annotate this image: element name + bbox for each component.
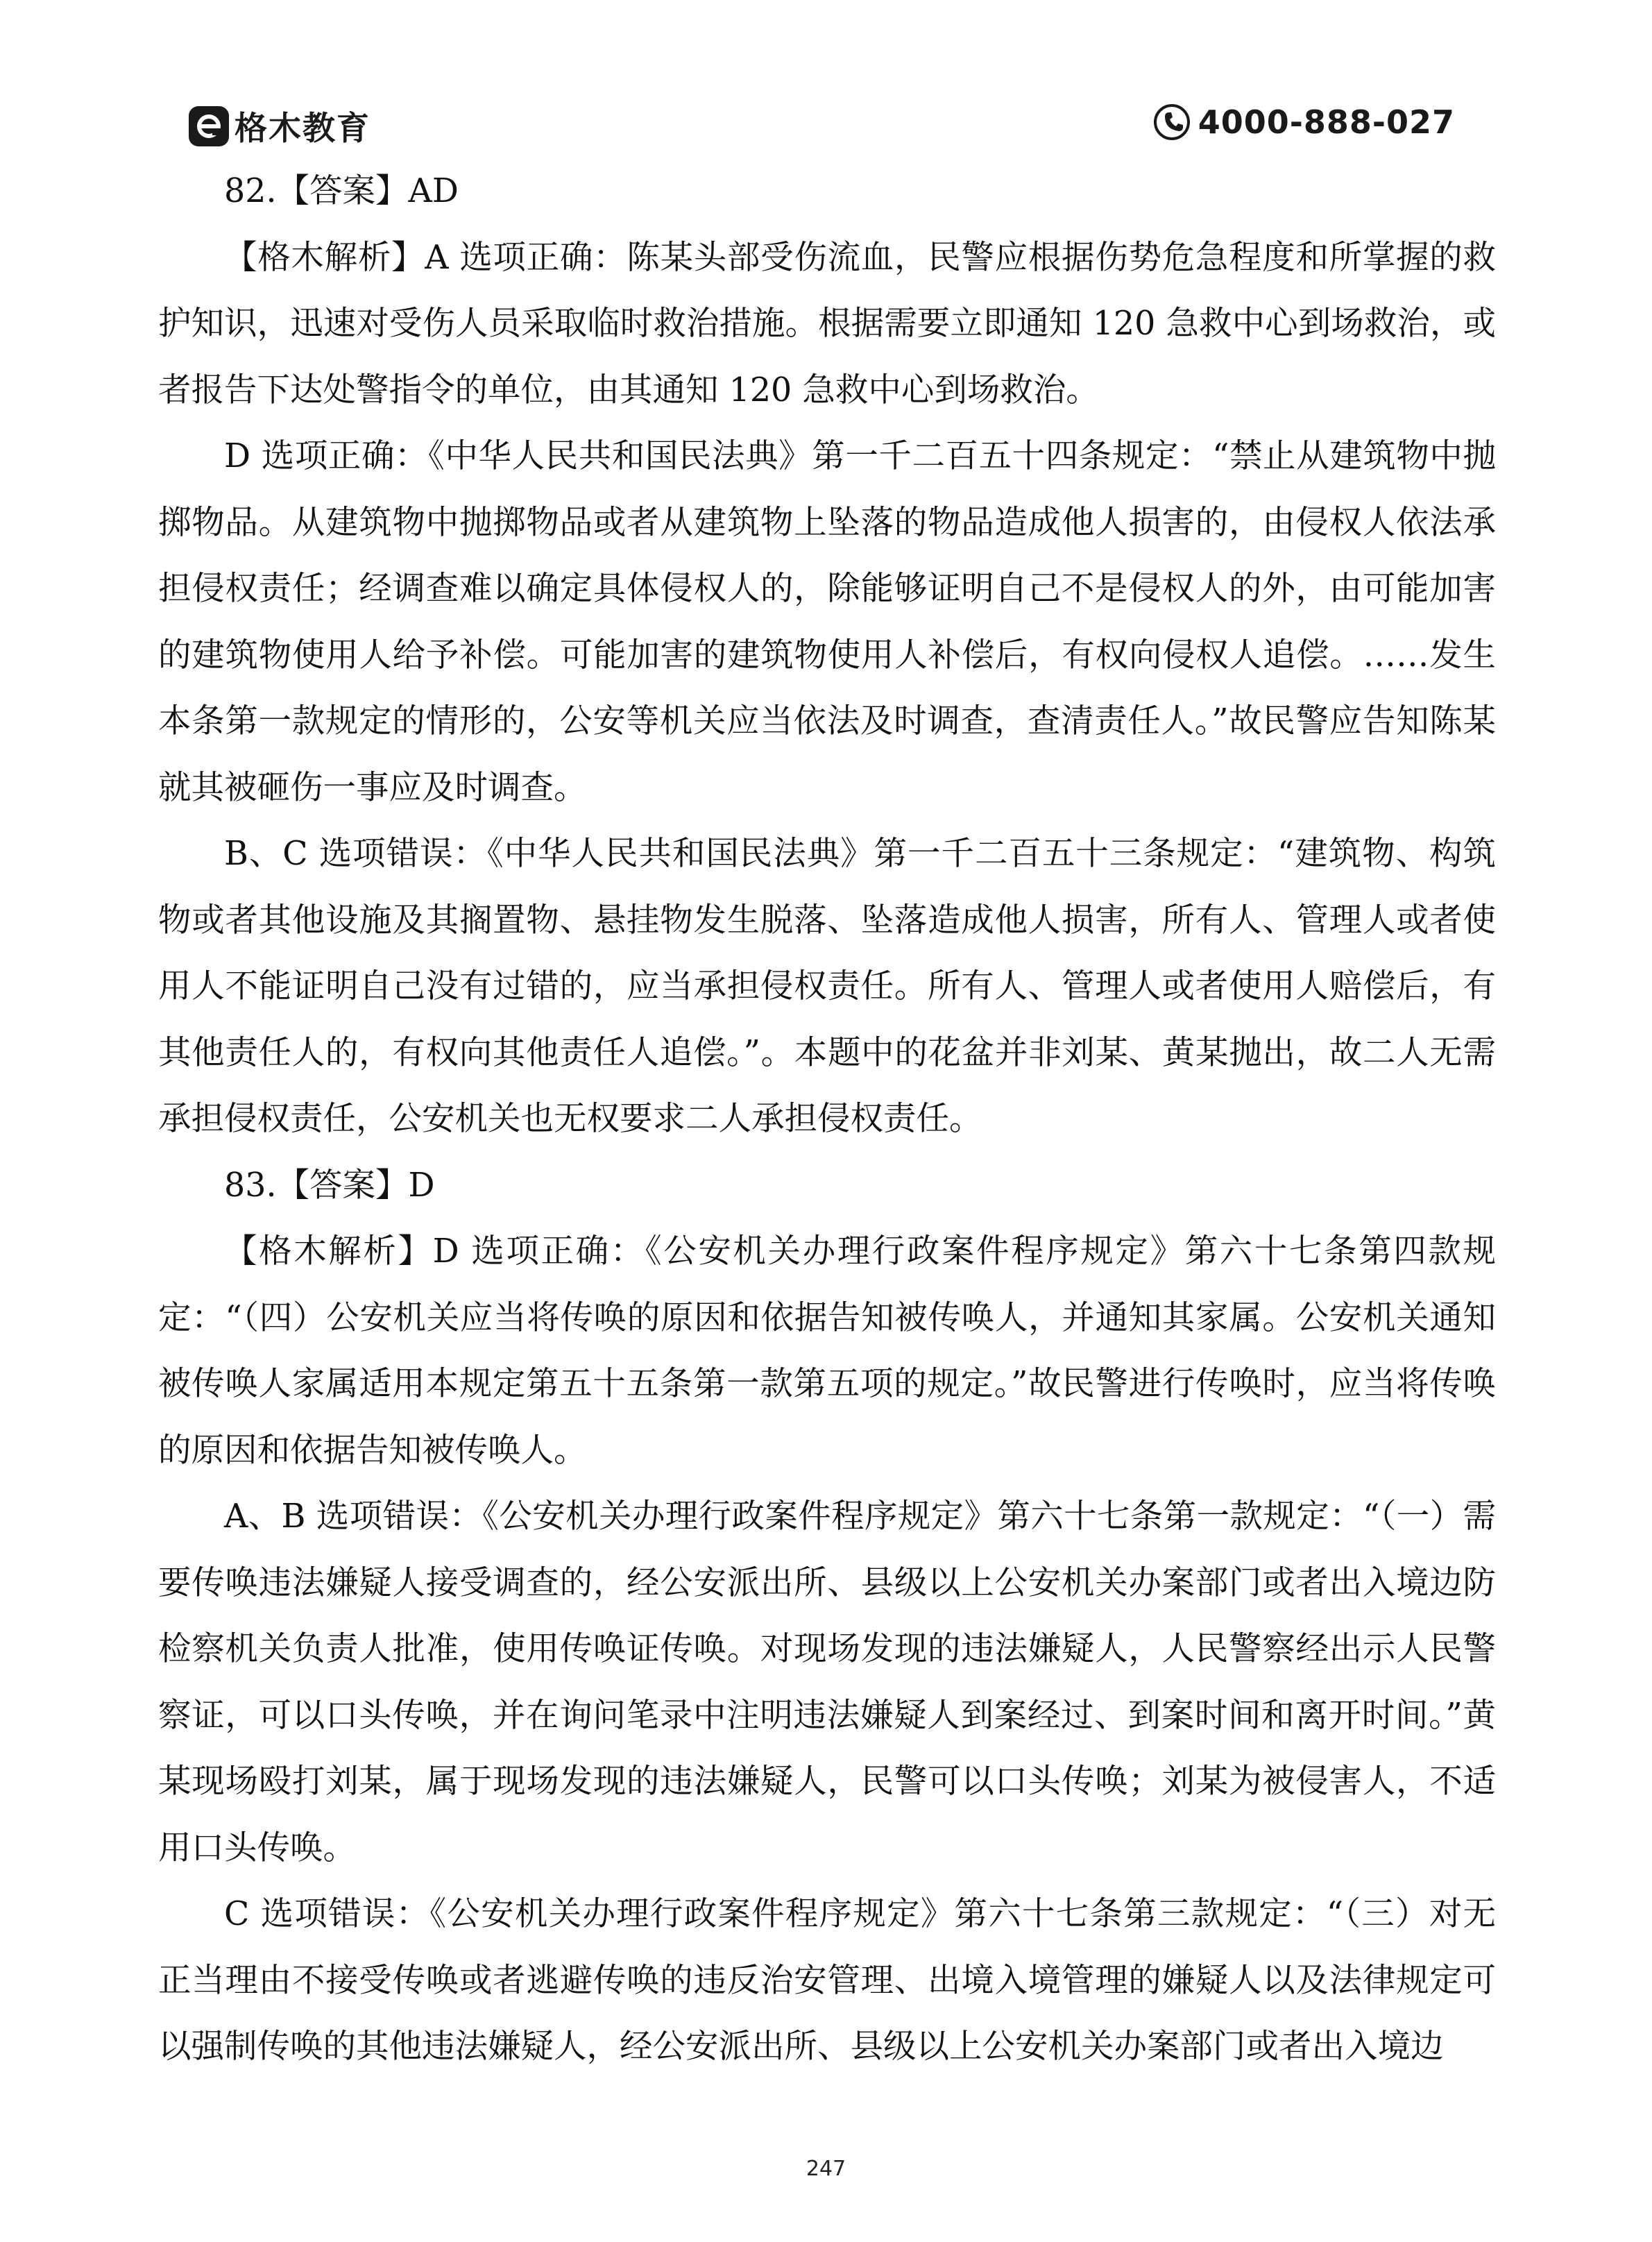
- analysis-83-c: C 选项错误：《公安机关办理行政案件程序规定》第六十七条第三款规定：“（三）对无正当理由不接受传唤或者逃避传唤的违反治安管理、出境入境管理的嫌疑人以及法律规定可以强制传唤的其他违法嫌疑人，经公安派出所、县级以上公安机关办案部门或者出入境边: [158, 1895, 1496, 2066]
- phone-headset-icon: [1152, 103, 1191, 142]
- answer-83: 83.【答案】D: [224, 1166, 435, 1205]
- brand-name: 格木教育: [235, 110, 371, 148]
- document-body: [158, 158, 1496, 2080]
- analysis-82-a: 【格木解析】A 选项正确：陈某头部受伤流血，民警应根据伤势危急程度和所掌握的救护知识，迅速对受伤人员采取临时救治措施。根据需要立即通知 120 急救中心到场救治，或者报告下达处警指令的单位，由其通知 120 急救中心到场救治。: [158, 238, 1496, 409]
- analysis-83-d: 【格木解析】D 选项正确：《公安机关办理行政案件程序规定》第六十七条第四款规定：“（四）公安机关应当将传唤的原因和依据告知被传唤人，并通知其家属。公安机关通知被传唤人家属适用本规定第五十五条第一款第五项的规定。”故民警进行传唤时，应当将传唤的原因和依据告知被传唤人。: [158, 1232, 1496, 1470]
- analysis-82-d: D 选项正确：《中华人民共和国民法典》第一千二百五十四条规定：“禁止从建筑物中抛掷物品。从建筑物中抛掷物品或者从建筑物上坠落的物品造成他人损害的，由侵权人依法承担侵权责任；经调查难以确定具体侵权人的，除能够证明自己不是侵权人的外，由可能加害的建筑物使用人给予补偿。可能加害的建筑物使用人补偿后，有权向侵权人追偿。……发生本条第一款规定的情形的，公安等机关应当依法及时调查，查清责任人。”故民警应告知陈某就其被砸伤一事应及时调查。: [158, 437, 1496, 807]
- page-number: 247: [806, 2157, 846, 2181]
- hotline-number: 4000-888-027: [1198, 103, 1455, 141]
- answer-82: 82.【答案】AD: [224, 172, 459, 210]
- e-logo-icon: [189, 106, 229, 146]
- analysis-82-bc: B、C 选项错误：《中华人民共和国民法典》第一千二百五十三条规定：“建筑物、构筑物或者其他设施及其搁置物、悬挂物发生脱落、坠落造成他人损害，所有人、管理人或者使用人不能证明自己没有过错的，应当承担侵权责任。所有人、管理人或者使用人赔偿后，有其他责任人的，有权向其他责任人追偿。”。本题中的花盆并非刘某、黄某抛出，故二人无需承担侵权责任，公安机关也无权要求二人承担侵权责任。: [158, 835, 1496, 1138]
- analysis-83-ab: A、B 选项错误：《公安机关办理行政案件程序规定》第六十七条第一款规定：“（一）需要传唤违法嫌疑人接受调查的，经公安派出所、县级以上公安机关办案部门或者出入境边防检察机关负责人批准，使用传唤证传唤。对现场发现的违法嫌疑人，人民警察经出示人民警察证，可以口头传唤，并在询问笔录中注明违法嫌疑人到案经过、到案时间和离开时间。”黄某现场殴打刘某，属于现场发现的违法嫌疑人，民警可以口头传唤；刘某为被侵害人，不适用口头传唤。: [158, 1497, 1496, 1867]
- brand: [189, 103, 371, 149]
- hotline: [1152, 103, 1455, 142]
- page-header: [0, 0, 1652, 180]
